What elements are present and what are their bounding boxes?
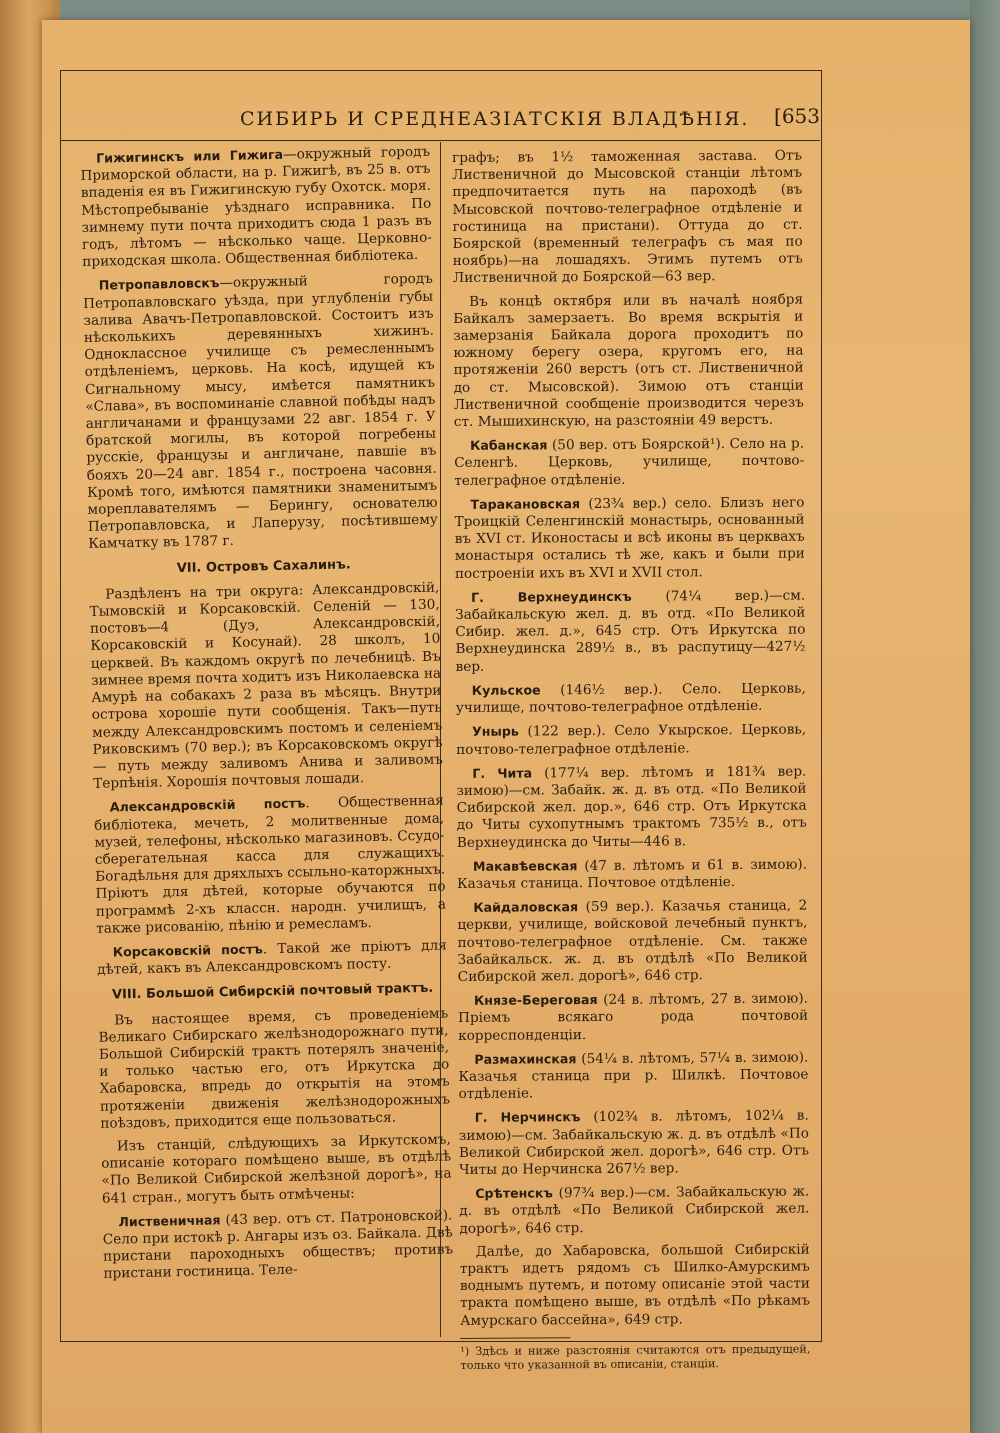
entry-term: Унырь xyxy=(472,723,519,740)
entry-text: (74¼ вер.)—см. Забайкальскую жел. д. въ отд. «По Великой Сибир. жел. д.», 645 стр. Отъ Иркутска по Верхнеудинска 289½ в., въ распутицу—427½ вер. xyxy=(455,587,806,675)
entry-paragraph xyxy=(453,291,804,431)
running-title: СИБИРЬ И СРЕДНЕАЗІАТСКІЯ ВЛАДѢНІЯ. xyxy=(240,108,750,130)
entry-term: Кайдаловская xyxy=(473,899,579,915)
entry-term: Г. Нерчинскъ xyxy=(474,1109,581,1126)
entry-paragraph xyxy=(456,679,806,717)
entry-term: Лиственичная xyxy=(118,1212,221,1230)
entry-paragraph xyxy=(97,936,448,979)
entry-paragraph xyxy=(456,721,806,759)
entry-paragraph xyxy=(460,1241,811,1329)
entry-text: Въ концѣ октября или въ началѣ ноября Байкалъ замерзаетъ. Во время вскрытія и замерзанія Байкала дорога проходитъ по южному берегу озера, кругомъ его, на протяженіи 260 верстъ (отъ ст. Лиственичной до ст. Мысовской). Зимою отъ станціи Лиственичной сообщеніе производится черезъ ст. Мышихинскую, на разстояніи 49 верстъ. xyxy=(453,291,804,431)
entry-text: Раздѣленъ на три округа: Александровскій, Тымовскій и Корсаковскій. Селеній — 130, постовъ—4 (Дуэ, Александровскій, Корсаковскій и Косунай). 28 школъ, 10 церквей. Въ каждомъ округѣ по лечебницѣ. Въ зимнее время почта ходитъ изъ Николаевска на Амурѣ на собакахъ 2 раза въ мѣсяцъ. Внутри острова хорошіе пути сообщенія. Такъ—путь между Александровскимъ постомъ и селеніемъ Риковскимъ (70 вер.); въ Корсаковскомъ округѣ — путь между заливомъ Анива и заливомъ Терпѣнія. Хорошія почтовыя лошади. xyxy=(89,579,444,792)
entry-paragraph xyxy=(459,1107,809,1179)
entry-term: Александровскій постъ xyxy=(109,795,306,815)
entry-paragraph xyxy=(98,1005,450,1133)
entry-term: Г. Верхнеудинскъ xyxy=(471,588,632,605)
entry-term: Макавѣевская xyxy=(472,857,578,874)
entry-text: Далѣе, до Хабаровска, большой Сибирскій трактъ идетъ рядомъ съ Шилко-Амурскимъ воднымъ путемъ, и потому описаніе этой части тракта помѣщено выше, въ отдѣлѣ «По рѣкамъ Амурскаго бассейна», 649 стр. xyxy=(459,1241,811,1329)
entry-paragraph xyxy=(101,1131,452,1207)
entry-paragraph xyxy=(459,1183,809,1238)
entry-paragraph xyxy=(102,1206,453,1283)
entry-text: Въ настоящее время, съ проведеніемъ Великаго Сибирскаго желѣзнодорожнаго пути, Большой Сибирскій трактъ потерялъ значеніе, и только частью его, отъ Иркутска до Хабаровска, впредь до открытія на этомъ протяженіи движенія желѣзнодорожныхъ поѣздовъ, приходится еще пользоваться. xyxy=(98,1005,451,1132)
entry-term: Размахинская xyxy=(474,1050,577,1067)
entry-text: (122 вер.). Село Укырское. Церковь, почтово-телеграфное отдѣленіе. xyxy=(456,721,807,758)
entry-term: Таракановская xyxy=(470,495,581,512)
entry-text: (24 в. лѣтомъ, 27 в. зимою). Пріемъ всякаго рода почтовой корреспонденціи. xyxy=(458,990,809,1044)
entry-paragraph xyxy=(452,148,803,288)
entry-text: (177¼ вер. лѣтомъ и 181¾ вер. зимою)—см. Забайк. ж. д. въ отд. «По Великой Сибирской жел. дор.», 646 стр. Отъ Иркутска до Читы сухопутнымъ трактомъ 735½ в., отъ Верхнеудинска до Читы—446 в. xyxy=(456,763,807,851)
entry-text: —окружный городъ Приморской области, на р. Гижигѣ, въ 25 в. отъ впаденія ея въ Гижигинскую губу Охотск. моря. Мѣстопребываніе уѣзднаго исправника. По зимнему пути почта приходитъ сюда 1 разъ въ годъ, лѣтомъ — нѣсколько чаще. Церковно-приходская школа. Общественная библіотека. xyxy=(80,143,433,271)
entry-text: (23¾ вер.) село. Близъ него Троицкій Селенгинскій монастырь, основанный въ XVI ст. Иконостасы и всѣ иконы въ церквахъ монастыря остались тѣ же, какъ и были при построеніи ихъ въ XVI и XVII стол. xyxy=(454,494,805,582)
entry-term: Петропавловскъ xyxy=(98,275,220,294)
header-rule xyxy=(60,140,820,141)
entry-text: —окружный городъ Петропавловскаго уѣзда, при углубленіи губы залива Авачъ-Петропавловской. Состоитъ изъ нѣсколькихъ деревянныхъ хижинъ. Одноклассное училище съ ремесленнымъ отдѣленіемъ, церковь. На косѣ, идущей къ Сигнальному мысу, имѣется памятникъ «Слава», въ воспоминаніе славной побѣды надъ англичанами и французами 22 авг. 1854 г. У братской могилы, въ которой погребены русскіе, французы и англичане, павшіе въ бояхъ 20—24 авг. 1854 г., построена часовня. Кромѣ того, имѣются памятники знаменитымъ мореплавателямъ — Берингу, основателю Петропавловска, и Лаперузу, посѣтившему Камчатку въ 1787 г. xyxy=(83,271,438,553)
entry-text: (50 вер. отъ Боярской¹). Село на р. Селенгѣ. Церковь, училище, почтово-телеграфное отдѣленіе. xyxy=(454,435,805,489)
entry-term: Корсаковскій постъ xyxy=(112,941,263,960)
page-stack-edge xyxy=(970,0,1000,1433)
footnote-rule xyxy=(460,1337,570,1339)
entry-paragraph xyxy=(456,762,807,851)
entry-paragraph xyxy=(454,493,805,582)
page-number: [653 xyxy=(774,104,820,128)
entry-term: Г. Чита xyxy=(472,765,533,781)
entry-paragraph xyxy=(83,270,439,554)
entry-term: Кульское xyxy=(471,682,541,698)
entry-text: (54¼ в. лѣтомъ, 57¼ в. зимою). Казачья станица при р. Шилкѣ. Почтовое отдѣленіе. xyxy=(458,1049,809,1103)
entry-paragraph xyxy=(458,1048,808,1103)
left-column xyxy=(80,143,454,1290)
entry-term: Гижигинскъ или Гижига xyxy=(96,146,284,166)
entry-text: (47 в. лѣтомъ и 61 в. зимою). Казачья станица. Почтовое отдѣленіе. xyxy=(457,856,808,892)
entry-text: Изъ станцій, слѣдующихъ за Иркутскомъ, описаніе котораго помѣщено выше, въ отдѣлѣ «По Великой Сибирской желѣзной дорогѣ», на 641 стран., могутъ быть отмѣчены: xyxy=(101,1131,452,1207)
entry-text: (102¾ в. лѣтомъ, 102¼ в. зимою)—см. Забайкальскую ж. д. въ отдѣлѣ «По Великой Сибирской жел. дорогѣ», 646 стр. Отъ Читы до Нерчинска 267½ вер. xyxy=(458,1107,810,1178)
section-heading: VII. Островъ Сахалинъ. xyxy=(176,557,351,576)
section-heading: VIII. Большой Сибирскій почтовый трактъ. xyxy=(111,981,434,1003)
entry-text: (146½ вер.). Село. Церковь, училище, почтово-телеграфное отдѣленіе. xyxy=(455,680,806,717)
entry-paragraph xyxy=(454,435,804,490)
entry-paragraph xyxy=(455,586,806,675)
right-column xyxy=(452,148,811,1373)
entry-paragraph xyxy=(94,792,447,938)
entry-text: (97¾ вер.)—см. Забайкальскую ж. д. въ отдѣлѣ «По Великой Сибирской жел. дорогѣ», 646 стр. xyxy=(459,1183,810,1237)
entry-term: Князе-Береговая xyxy=(473,992,598,1009)
entry-text: графъ; въ 1½ таможенная застава. Отъ Лиственичной до Мысовской станціи лѣтомъ предпочитается путь на пароходѣ (въ Мысовской почтово-телеграфное отдѣленіе и гостиница на пристани). Оттуда до ст. Боярской (временный телеграфъ съ мая по ноябрь)—на лошадяхъ. Этимъ путемъ отъ Лиственичной до Боярской—63 вер. xyxy=(452,147,803,287)
entry-paragraph xyxy=(457,855,807,893)
entry-text: (43 вер. отъ ст. Патроновской). Село при истокѣ р. Ангары изъ оз. Байкала. Двѣ пристани пароходныхъ обществъ; противъ пристани гостиница. Теле- xyxy=(102,1207,454,1283)
entry-text: (59 вер.). Казачья станица, 2 церкви, училище, войсковой лечебный пунктъ, почтово-телеграфное отдѣленіе. См. также Забайкальск. ж. д. въ отдѣлѣ «По Великой Сибирской жел. дорогѣ», 646 стр. xyxy=(457,897,808,985)
entry-term: Срѣтенскъ xyxy=(475,1185,553,1202)
entry-text: . Такой же пріютъ для дѣтей, какъ въ Александровскомъ посту. xyxy=(97,937,447,978)
running-header xyxy=(60,100,820,134)
entry-paragraph xyxy=(457,897,808,986)
entry-paragraph xyxy=(458,990,808,1045)
entry-paragraph xyxy=(89,579,443,793)
entry-term: Кабанская xyxy=(470,437,548,454)
entry-paragraph xyxy=(80,143,432,272)
footnote: ¹) Здѣсь и ниже разстоянія считаются отъ предыдущей, только что указанной въ описаніи, станціи. xyxy=(460,1342,811,1372)
entry-text: . Общественная библіотека, мечеть, 2 молитвенные дома, музей, телефоны, нѣсколько магазиновъ. Ссудо-сберегательная касса для служащихъ. Богадѣльня для дряхлыхъ ссыльно-каторжныхъ. Пріютъ для дѣтей, которые обучаются по программѣ 2-хъ классн. народн. училищъ, а также рисованію, пѣнію и ремесламъ. xyxy=(93,792,447,937)
